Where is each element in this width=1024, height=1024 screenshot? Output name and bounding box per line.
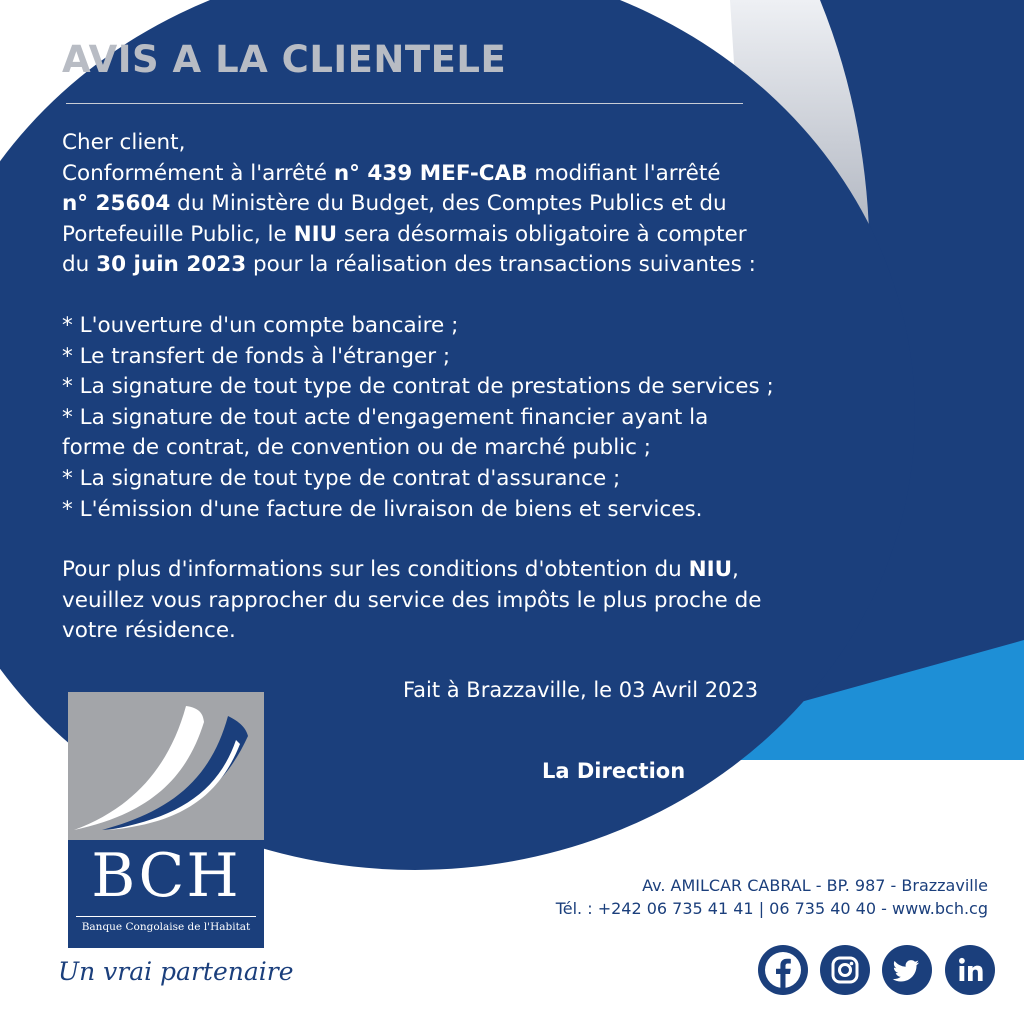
logo-swoosh-panel [68, 692, 264, 840]
body-text: veuillez vous rapprocher du service des impôts le plus proche de [62, 587, 762, 613]
transaction-item: * L'ouverture d'un compte bancaire ; [62, 312, 459, 338]
body-text: votre résidence. [62, 618, 236, 644]
page-title: AVIS A LA CLIENTELE [62, 38, 507, 81]
bch-logo [68, 692, 264, 948]
transaction-item: * La signature de tout type de contrat de prestations de services ; [62, 374, 774, 400]
intro-paragraph [62, 159, 892, 281]
transaction-item: * La signature de tout type de contrat d'assurance ; [62, 465, 621, 491]
place-date-line: Fait à Brazzaville, le 03 Avril 2023 [403, 678, 759, 702]
body-text: du Ministère du Budget, des Comptes Publics et du [170, 191, 727, 217]
linkedin-icon [945, 945, 995, 995]
logo-letters: BCH [91, 841, 241, 911]
brand-tagline: Un vrai partenaire [58, 957, 294, 986]
body-text: modifiant l'arrêté [527, 160, 721, 186]
signatory: La Direction [542, 759, 686, 783]
social-links [758, 945, 998, 997]
emphasis-text: 30 juin 2023 [96, 252, 247, 278]
body-text: Pour plus d'informations sur les conditions d'obtention du [62, 557, 689, 583]
body-text: sera désormais obligatoire à compter [337, 221, 747, 247]
emphasis-text: NIU [688, 557, 733, 583]
facebook-link[interactable] [758, 945, 808, 995]
contact-phones-web: Tél. : +242 06 735 41 41 | 06 735 40 40 - www.bch.cg [555, 899, 988, 918]
greeting: Cher client, [62, 130, 186, 155]
logo-swoosh-white [74, 706, 204, 830]
transaction-item: * Le transfert de fonds à l'étranger ; [62, 343, 451, 369]
body-text: pour la réalisation des transactions suivantes : [246, 252, 756, 278]
twitter-icon [882, 945, 932, 995]
title-divider [66, 103, 743, 104]
transaction-item: * La signature de tout acte d'engagement financier ayant la forme de contrat, de convention ou de marché public ; [62, 404, 709, 461]
facebook-icon [758, 945, 808, 995]
logo-bank-name: Banque Congolaise de l'Habitat [81, 921, 251, 933]
emphasis-text: n° 25604 [62, 191, 171, 217]
body-text: Portefeuille Public, le [62, 221, 294, 247]
linkedin-link[interactable] [945, 945, 995, 995]
instagram-icon [820, 945, 870, 995]
body-text: du [62, 252, 97, 278]
emphasis-text: NIU [293, 221, 338, 247]
transaction-item: * L'émission d'une facture de livraison de biens et services. [62, 496, 703, 522]
instagram-link[interactable] [820, 945, 870, 995]
notice-body [62, 128, 892, 647]
logo-divider [76, 916, 256, 917]
emphasis-text: n° 439 MEF-CAB [333, 160, 528, 186]
body-text: Conformément à l'arrêté [62, 160, 334, 186]
contact-address: Av. AMILCAR CABRAL - BP. 987 - Brazzaville [642, 876, 988, 895]
contact-block [556, 874, 988, 920]
twitter-link[interactable] [882, 945, 932, 995]
closing-paragraph [62, 555, 892, 647]
transactions-list [62, 311, 892, 525]
body-text: , [732, 557, 739, 583]
